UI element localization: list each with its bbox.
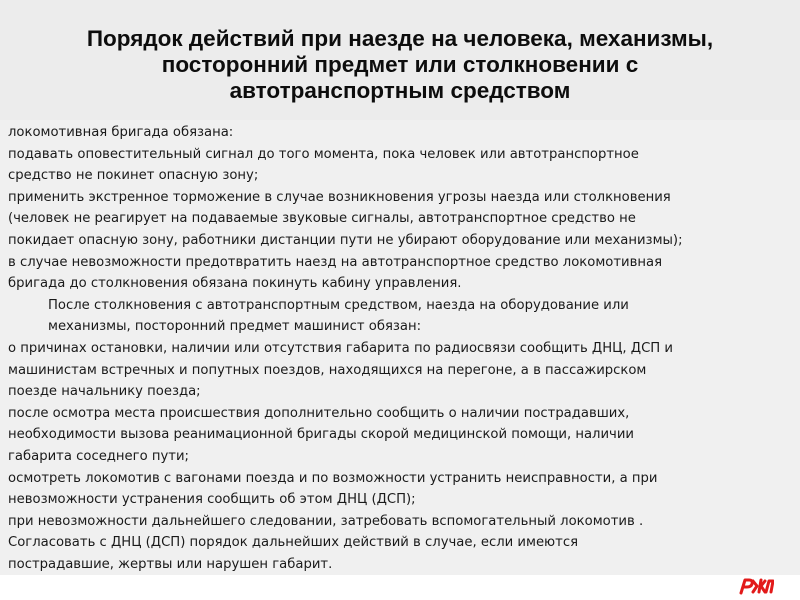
slide-title — [20, 26, 780, 104]
body-line: невозможности устранения сообщить об этом ДНЦ (ДСП); — [8, 492, 416, 508]
body-line: средство не покинет опасную зону; — [8, 168, 259, 184]
body-line: Согласовать с ДНЦ (ДСП) порядок дальнейших действий в случае, если имеются — [8, 535, 579, 551]
body-line: (человек не реагирует на подаваемые звуковые сигналы, автотранспортное средство не — [8, 211, 636, 227]
body-line: применить экстренное торможение в случае возникновения угрозы наезда или столкновения — [8, 189, 671, 205]
body-text — [8, 122, 794, 575]
body-line: в случае невозможности предотвратить наезд на автотранспортное средство локомотивная — [8, 254, 663, 270]
body-line: осмотреть локомотив с вагонами поезда и по возможности устранить неисправности, а при — [8, 470, 658, 486]
body-line: при невозможности дальнейшего следовании, затребовать вспомогательный локомотив . — [8, 513, 644, 529]
title-line: посторонний предмет или столкновении с — [161, 52, 639, 77]
body-line-indented: механизмы, посторонний предмет машинист обязан: — [48, 319, 422, 335]
body-line: пострадавшие, жертвы или нарушен габарит. — [8, 556, 333, 572]
body-line: машинистам встречных и попутных поездов, находящихся на перегоне, а в пассажирском — [8, 362, 647, 378]
body-line: поезде начальнику поезда; — [8, 384, 201, 400]
body-line: габарита соседнего пути; — [8, 448, 189, 464]
body-line: локомотивная бригада обязана: — [8, 125, 234, 140]
body-line-indented: После столкновения с автотранспортным средством, наезда на оборудование или — [48, 297, 629, 313]
rzd-logo-icon — [738, 577, 774, 595]
body-line: необходимости вызова реанимационной бригады скорой медицинской помощи, наличии — [8, 427, 634, 443]
body-line: подавать оповестительный сигнал до того момента, пока человек или автотранспортное — [8, 146, 639, 162]
title-line: Порядок действий при наезде на человека, механизмы, — [86, 26, 714, 51]
body-line: покидает опасную зону, работники дистанции пути не убирают оборудование или механизмы); — [8, 232, 683, 248]
body-line: бригада до столкновения обязана покинуть кабину управления. — [8, 276, 462, 292]
body-text-block — [0, 120, 800, 575]
body-line: о причинах остановки, наличии или отсутствия габарита по радиосвязи сообщить ДНЦ, ДСП и — [8, 340, 673, 356]
title-line: автотранспортным средством — [229, 78, 571, 103]
footer — [0, 575, 800, 600]
body-line: после осмотра места происшествия дополнительно сообщить о наличии пострадавших, — [8, 405, 630, 421]
